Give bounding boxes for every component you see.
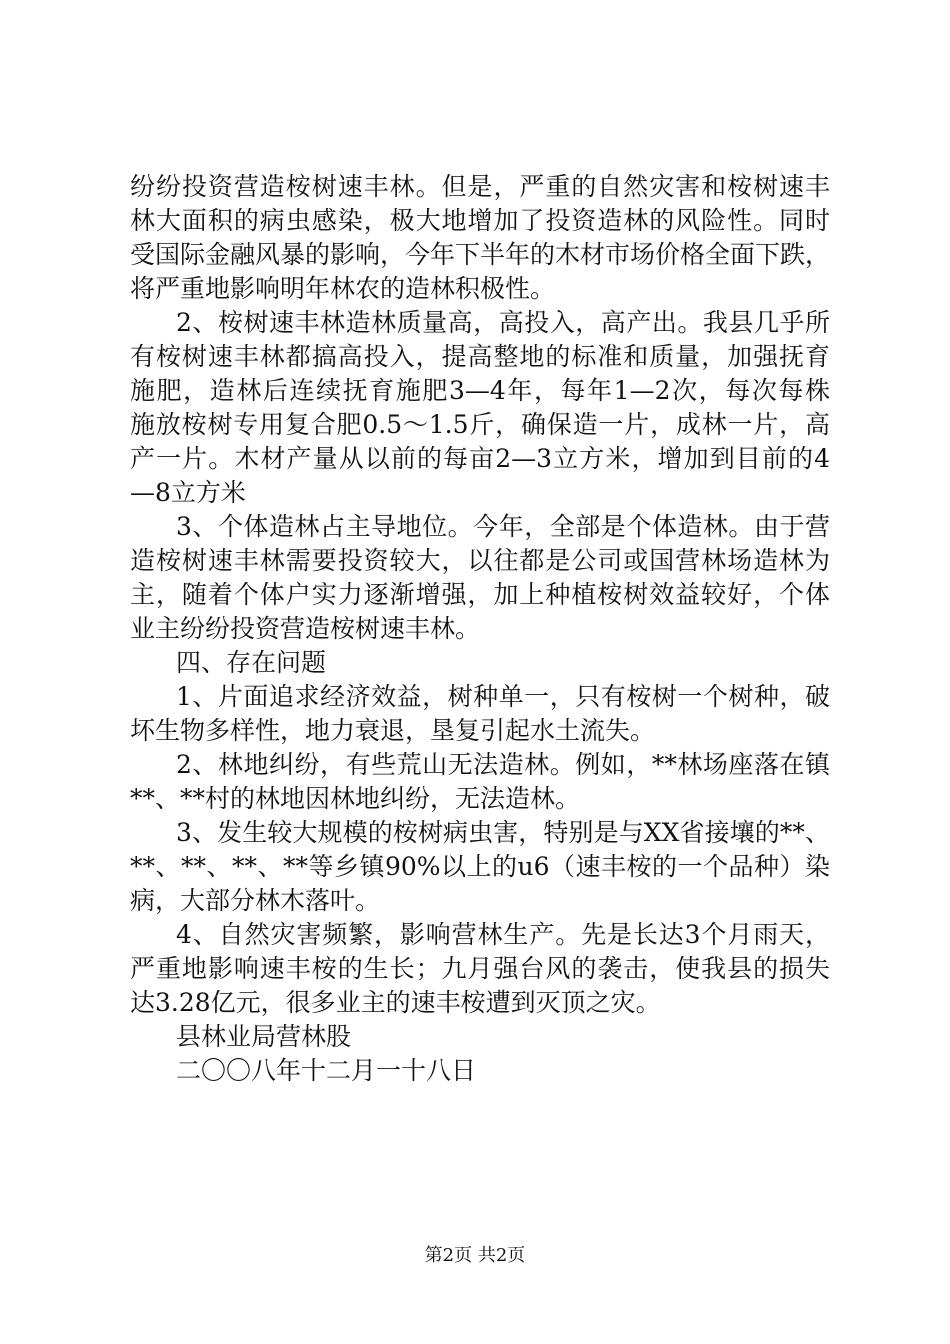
text-line: 主，随着个体户实力逐渐增强，加上种植桉树效益较好，个体 [130,580,830,609]
signature-department: 县林业局营林股 [176,1022,352,1051]
text-line: 产一片。木材产量从以前的每亩2—3立方米，增加到目前的4 [130,444,830,473]
text-line: 纷纷投资营造桉树速丰林。但是，严重的自然灾害和桉树速丰 [130,172,830,201]
text-line: 造桉树速丰林需要投资较大，以往都是公司或国营林场造林为 [130,546,830,575]
text-line: 将严重地影响明年林农的造林积极性。 [130,274,556,303]
text-line: **、**村的林地因林地纠纷，无法造林。 [130,784,581,813]
text-line: 施肥，造林后连续抚育施肥3—4年，每年1—2次，每次每株 [130,376,830,405]
section-heading: 四、存在问题 [176,648,327,677]
paragraph-line: 1、片面追求经济效益，树种单一，只有桉树一个树种，破 [176,682,830,711]
text-line: 施放桉树专用复合肥0.5～1.5斤，确保造一片，成林一片，高 [130,410,830,439]
paragraph-line: 4、自然灾害频繁，影响营林生产。先是长达3个月雨天， [176,920,830,949]
text-line: 林大面积的病虫感染，极大地增加了投资造林的风险性。同时 [130,206,830,235]
paragraph-line: 3、发生较大规模的桉树病虫害，特别是与XX省接壤的**、 [176,818,830,847]
text-line: 受国际金融风暴的影响，今年下半年的木材市场价格全面下跌， [130,240,831,269]
text-line: 业主纷纷投资营造桉树速丰林。 [130,614,481,643]
signature-date: 二〇〇八年十二月一十八日 [176,1056,477,1085]
text-line: 有桉树速丰林都搞高投入，提高整地的标准和质量，加强抚育 [130,342,830,371]
text-line: —8立方米 [130,478,246,507]
text-line: 严重地影响速丰桉的生长；九月强台风的袭击，使我县的损失 [130,954,830,983]
page-footer: 第2页 共2页 [424,1245,526,1266]
paragraph-line: 3、个体造林占主导地位。今年，全部是个体造林。由于营 [176,512,830,541]
text-line: 病，大部分林木落叶。 [130,886,381,915]
text-line: 坏生物多样性，地力衰退，垦复引起水土流失。 [130,716,656,745]
text-line: 达3.28亿元，很多业主的速丰桉遭到灭顶之灾。 [130,988,661,1017]
paragraph-line: 2、林地纠纷，有些荒山无法造林。例如，**林场座落在镇 [176,750,830,779]
paragraph-line: 2、桉树速丰林造林质量高，高投入，高产出。我县几乎所 [176,308,830,337]
text-line: **、**、**、**等乡镇90%以上的u6（速丰桉的一个品种）染 [130,852,830,881]
